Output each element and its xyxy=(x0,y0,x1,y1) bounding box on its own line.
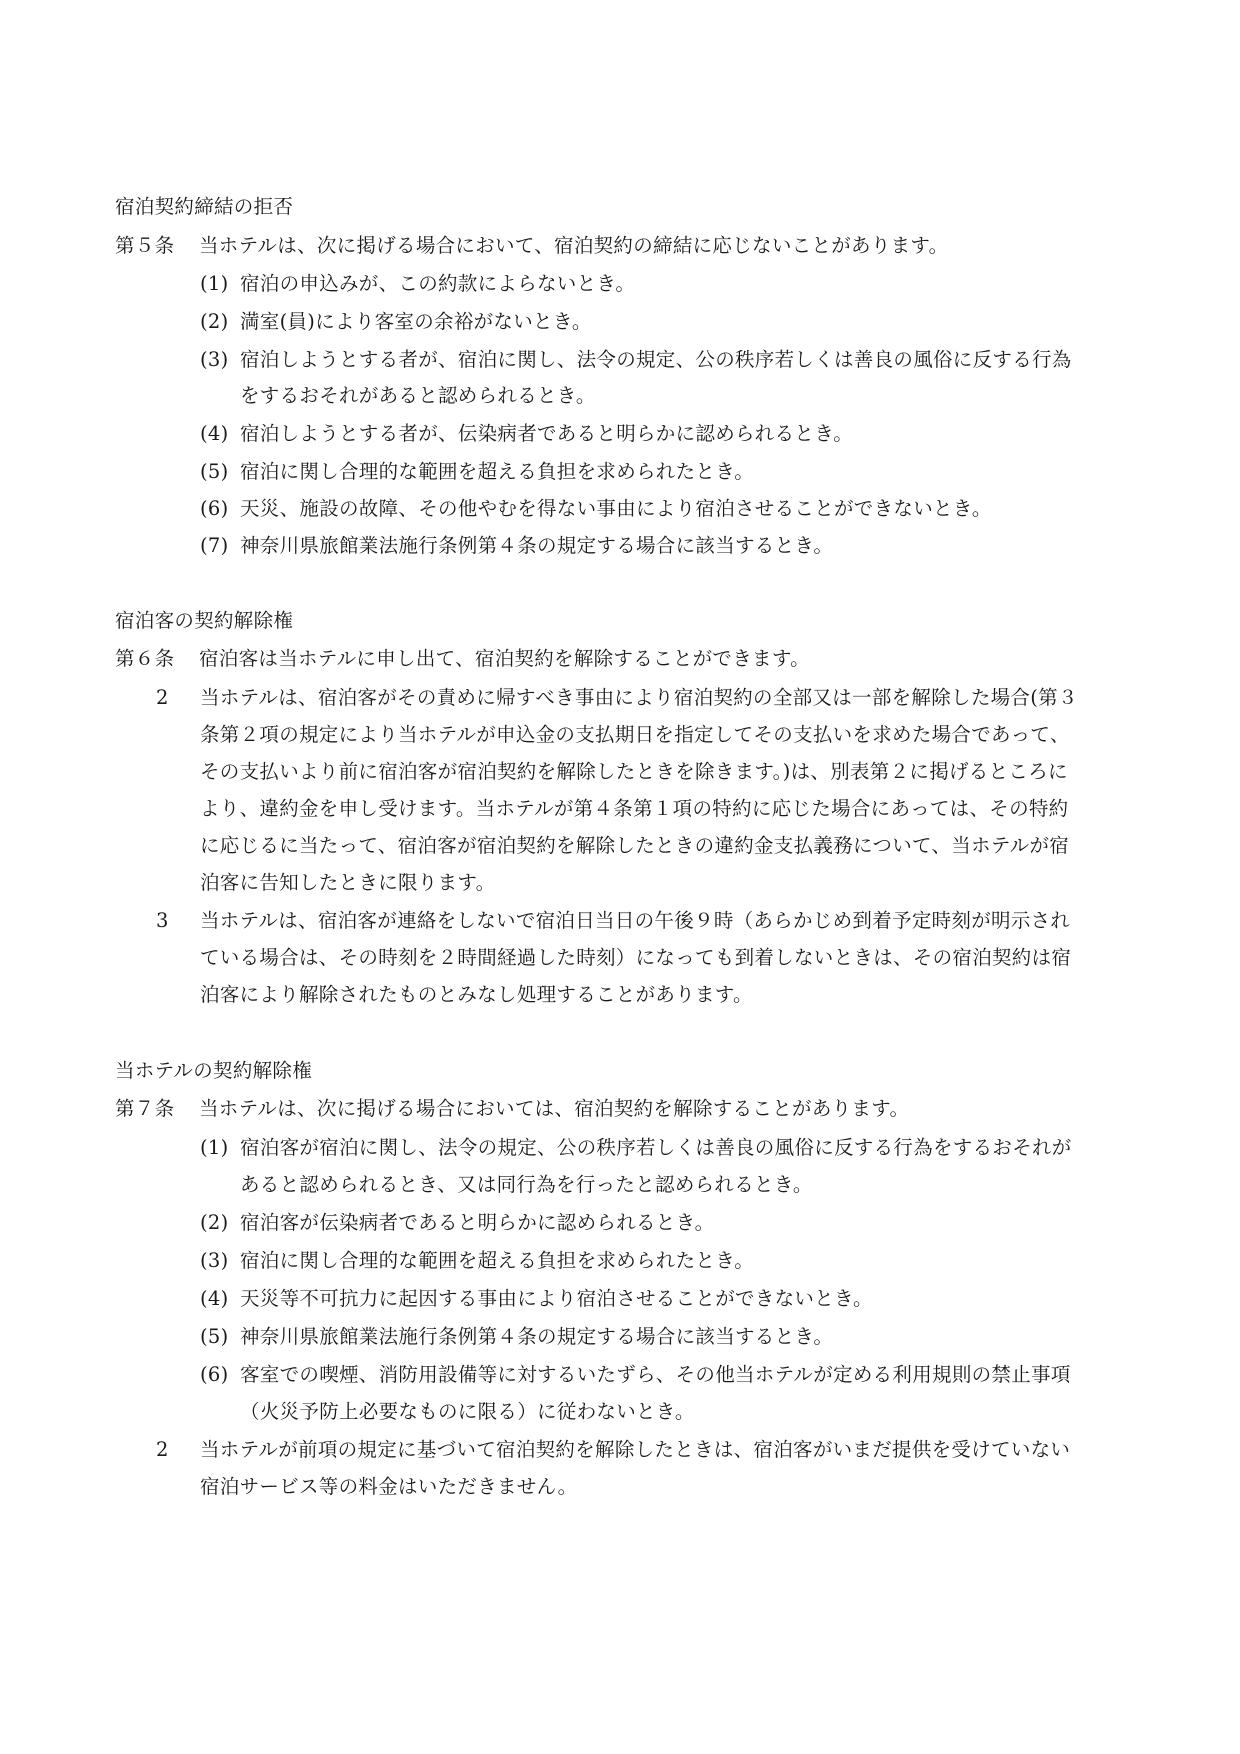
list-item xyxy=(200,1363,1071,1387)
article-line xyxy=(115,647,810,671)
paragraph-continuation: ている場合は、その時刻を２時間経過した時刻）になっても到着しないときは、その宿泊契約は宿 xyxy=(200,946,1072,969)
item-text: 客室での喫煙、消防用設備等に対するいたずら、その他当ホテルが定める利用規則の禁止事項 xyxy=(240,1363,1071,1386)
list-item xyxy=(200,1211,714,1235)
item-marker: (3) xyxy=(200,348,229,371)
section-heading: 当ホテルの契約解除権 xyxy=(115,1059,313,1082)
list-item xyxy=(200,1287,873,1311)
list-item xyxy=(200,272,635,296)
item-text: 神奈川県旅館業法施行条例第４条の規定する場合に該当するとき。 xyxy=(240,534,834,557)
item-text: 宿泊客が宿泊に関し、法令の規定、公の秩序若しくは善良の風俗に反する行為をするおそれが xyxy=(240,1136,1072,1159)
paragraph-text: 当ホテルは、宿泊客が連絡をしないで宿泊日当日の午後９時（あらかじめ到着予定時刻が明示され xyxy=(200,909,1071,932)
item-marker: (7) xyxy=(200,534,229,557)
item-marker: (2) xyxy=(200,1211,229,1234)
section-heading: 宿泊客の契約解除権 xyxy=(115,609,294,632)
item-marker: (4) xyxy=(200,1287,229,1310)
item-text: 天災、施設の故障、その他やむを得ない事由により宿泊させることができないとき。 xyxy=(240,497,992,520)
paragraph-continuation: 泊客により解除されたものとみなし処理することがあります。 xyxy=(200,983,753,1006)
article-text: 宿泊客は当ホテルに申し出て、宿泊契約を解除することができます。 xyxy=(199,647,810,670)
item-marker: (5) xyxy=(200,460,229,483)
item-marker: (4) xyxy=(200,422,229,445)
article-line xyxy=(115,1097,909,1121)
list-item xyxy=(200,1249,754,1273)
section-heading: 宿泊契約締結の拒否 xyxy=(115,195,294,218)
paragraph xyxy=(156,1438,1070,1462)
paragraph-continuation: 条第２項の規定により当ホテルが申込金の支払期日を指定してその支払いを求めた場合であって、 xyxy=(200,723,1070,746)
list-item xyxy=(200,1325,833,1349)
item-marker: (3) xyxy=(200,1249,229,1272)
article-text: 当ホテルは、次に掲げる場合においては、宿泊契約を解除することがあります。 xyxy=(199,1097,910,1120)
item-marker: (5) xyxy=(200,1325,229,1348)
item-text: 宿泊客が伝染病者であると明らかに認められるとき。 xyxy=(240,1211,715,1234)
item-continuation: をするおそれがあると認められるとき。 xyxy=(240,384,596,407)
item-marker: (2) xyxy=(200,310,229,333)
list-item xyxy=(200,534,833,558)
paragraph xyxy=(156,909,1070,933)
item-marker: (1) xyxy=(200,1136,229,1159)
paragraph-continuation: 泊客に告知したときに限ります。 xyxy=(200,871,496,894)
paragraph-number: 3 xyxy=(156,909,169,932)
item-continuation: （火災予防上必要なものに限る）に従わないとき。 xyxy=(240,1400,695,1423)
paragraph-continuation: その支払いより前に宿泊客が宿泊契約を解除したときを除きます。)は、別表第２に掲げるところに xyxy=(200,760,1068,783)
item-text: 宿泊に関し合理的な範囲を超える負担を求められたとき。 xyxy=(240,1249,755,1272)
list-item xyxy=(200,1136,1072,1160)
article-number: 第７条 xyxy=(115,1097,175,1120)
item-text: 満室(員)により客室の余裕がないとき。 xyxy=(240,310,592,333)
item-marker: (6) xyxy=(200,497,229,520)
item-text: 宿泊の申込みが、この約款によらないとき。 xyxy=(240,272,636,295)
item-continuation: あると認められるとき、又は同行為を行ったと認められるとき。 xyxy=(240,1173,813,1196)
item-text: 天災等不可抗力に起因する事由により宿泊させることができないとき。 xyxy=(240,1287,873,1310)
paragraph-text: 当ホテルは、宿泊客がその責めに帰すべき事由により宿泊契約の全部又は一部を解除した場合(第３ xyxy=(200,686,1078,709)
paragraph xyxy=(156,686,1078,710)
paragraph-number: 2 xyxy=(156,1438,169,1461)
article-number: 第６条 xyxy=(115,647,175,670)
list-item xyxy=(200,422,853,446)
item-text: 神奈川県旅館業法施行条例第４条の規定する場合に該当するとき。 xyxy=(240,1325,834,1348)
article-line xyxy=(115,234,948,258)
list-item xyxy=(200,497,992,521)
paragraph-continuation: より、違約金を申し受けます。当ホテルが第４条第１項の特約に応じた場合にあっては、その特約 xyxy=(200,797,1069,820)
item-text: 宿泊しようとする者が、宿泊に関し、法令の規定、公の秩序若しくは善良の風俗に反する行為 xyxy=(240,348,1072,371)
item-text: 宿泊しようとする者が、伝染病者であると明らかに認められるとき。 xyxy=(240,422,854,445)
item-marker: (6) xyxy=(200,1363,229,1386)
item-text: 宿泊に関し合理的な範囲を超える負担を求められたとき。 xyxy=(240,460,755,483)
list-item xyxy=(200,460,754,484)
article-text: 当ホテルは、次に掲げる場合において、宿泊契約の締結に応じないことがあります。 xyxy=(199,234,949,257)
item-marker: (1) xyxy=(200,272,229,295)
paragraph-number: 2 xyxy=(156,686,169,709)
paragraph-text: 当ホテルが前項の規定に基づいて宿泊契約を解除したときは、宿泊客がいまだ提供を受けていない xyxy=(200,1438,1071,1461)
article-number: 第５条 xyxy=(115,234,175,257)
list-item xyxy=(200,348,1072,372)
paragraph-continuation: に応じるに当たって、宿泊客が宿泊契約を解除したときの違約金支払義務について、当ホテルが宿 xyxy=(200,834,1070,857)
list-item xyxy=(200,310,592,334)
paragraph-continuation: 宿泊サービス等の料金はいただきません。 xyxy=(200,1475,578,1498)
